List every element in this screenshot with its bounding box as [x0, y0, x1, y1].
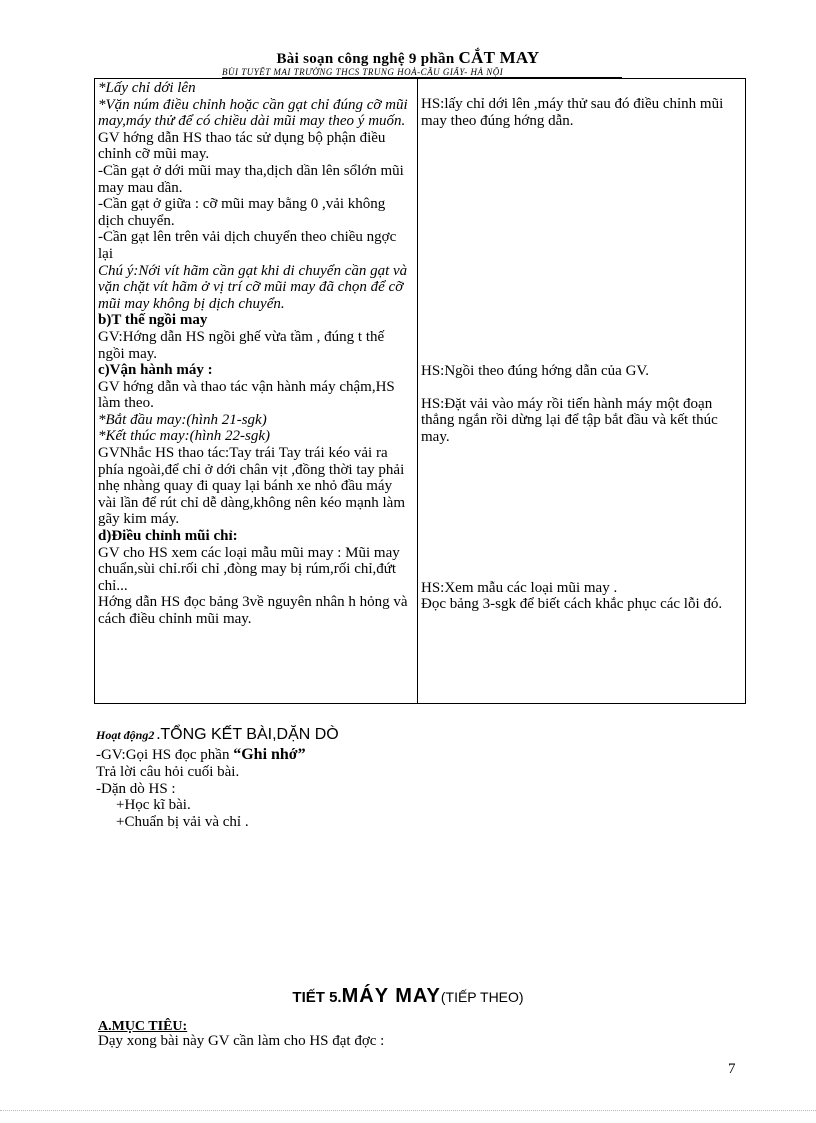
lesson-table	[94, 78, 746, 704]
student-activity-item: HS:Ngồi theo đúng hớng dẫn của GV.	[421, 363, 650, 380]
lesson5-title: MÁY MAY	[341, 985, 441, 1007]
teacher-activity-item: *Bắt đầu may:(hình 21-sgk)	[98, 411, 267, 428]
page-header-title	[0, 48, 816, 68]
student-activity-item: Đọc bảng 3-sgk để biết cách khắc phục các lỗi đó.	[421, 596, 723, 613]
activity2-heading	[96, 726, 339, 744]
lesson5-prefix: TIẾT 5.	[292, 989, 342, 1006]
activity2-notes	[96, 747, 306, 831]
note-line: +Học kĩ bài.	[116, 797, 191, 814]
note-line: -Dặn dò HS :	[96, 780, 176, 797]
teacher-activity-item: *Vặn núm điều chỉnh hoặc cần gạt chỉ đúng cỡ mũi may,máy thử để có chiều dài mũi may theo ý muốn.	[98, 96, 408, 130]
header-title-suffix: CẮT MAY	[458, 48, 540, 67]
section-a-heading: A.MỤC TIÊU:	[98, 1019, 188, 1034]
student-activity-cell	[418, 79, 746, 704]
section-a-text: Dạy xong bài này GV cần làm cho HS đạt đợc :	[98, 1033, 385, 1049]
activity2-caption: TỔNG KẾT BÀI,DẶN DÒ	[160, 726, 339, 743]
header-title-text: Bài soạn công nghệ 9 phần	[276, 51, 455, 67]
teacher-activity-item: Chú ý:Nới vít hãm cần gạt khi di chuyển cần gạt và vặn chặt vít hãm ở vị trí cỡ mũi may đã chọn để cỡ mũi may không bị dịch chuyển.	[98, 262, 408, 312]
teacher-activity-item: d)Điều chỉnh mũi chỉ:	[98, 528, 238, 545]
note-line	[96, 747, 306, 764]
teacher-activity-item: -Cần gạt ở giữa : cỡ mũi may bằng 0 ,vải không dịch chuyển.	[98, 196, 386, 229]
lesson5-suffix: (TIẾP THEO)	[440, 989, 524, 1005]
teacher-activity-item: -Cần gạt lên trên vải dịch chuyển theo chiều ngợc lại	[98, 229, 397, 262]
note-bold-text: “Ghi nhớ”	[233, 746, 306, 763]
activity2-label: Hoạt động2 .	[96, 728, 161, 742]
teacher-activity-item: GV hớng dẫn và thao tác vận hành máy chậm,HS làm theo.	[98, 378, 395, 412]
teacher-activity-list	[98, 80, 414, 628]
table-row	[95, 79, 746, 704]
teacher-activity-item: GV:Hớng dẫn HS ngồi ghế vừa tầm , đúng t thế ngồi may.	[98, 328, 385, 362]
teacher-activity-item: GV hớng dẫn HS thao tác sử dụng bộ phận điều chỉnh cỡ mũi may.	[98, 129, 386, 163]
teacher-activity-item: c)Vận hành máy :	[98, 362, 213, 379]
teacher-activity-item: GV cho HS xem các loại mẫu mũi may : Mũi may chuẩn,sùi chỉ.rối chỉ ,đòng may bị rúm,rối chỉ,đứt chỉ...	[98, 544, 400, 594]
teacher-activity-item: *Kết thúc may:(hình 22-sgk)	[98, 428, 271, 445]
student-activity-list	[421, 96, 742, 613]
student-activity-item: HS:lấy chỉ dới lên ,máy thử sau đó điều chỉnh mũi may theo đúng hớng dẫn.	[421, 96, 724, 129]
student-activity-item: HS:Đặt vải vào máy rồi tiến hành máy một đoạn thẳng ngắn rồi dừng lại để tập bắt đầu và kết thúc may.	[421, 395, 718, 445]
teacher-activity-item: Hớng dẫn HS đọc bảng 3về nguyên nhân h hỏng và cách điều chỉnh mũi may.	[98, 594, 408, 627]
teacher-activity-item: *Lấy chỉ dới lên	[98, 80, 196, 96]
teacher-activity-item: b)T thế ngồi may	[98, 312, 208, 329]
teacher-activity-cell	[95, 79, 418, 704]
lesson5-heading	[0, 985, 816, 1008]
note-text: -GV:Gọi HS đọc phần	[96, 747, 234, 763]
teacher-activity-item: GVNhắc HS thao tác:Tay trái Tay trái kéo vải ra phía ngoài,để chỉ ở dới chân vịt ,đồng thời tay phải nhẹ nhàng quay đi quay lại bánh xe nhỏ đầu máy vài lần để rút chỉ dễ dàng,không nên kéo mạnh làm gãy kim máy.	[98, 445, 405, 528]
note-line: +Chuẩn bị vải và chỉ .	[116, 814, 249, 831]
page-number: 7	[728, 1061, 736, 1077]
student-activity-item: HS:Xem mẫu các loại mũi may .	[421, 579, 618, 596]
note-line: Trả lời câu hỏi cuối bài.	[96, 763, 240, 780]
page-header-subtitle: BÙI TUYẾT MAI TRƯỜNG THCS TRUNG HOÀ-CẦU GIẤY- HÀ NỘI	[222, 67, 622, 78]
teacher-activity-item: -Cần gạt ở dới mũi may tha,dịch dần lên sổlớn mũi may mau dần.	[98, 162, 404, 196]
page-bottom-divider	[0, 1110, 816, 1111]
